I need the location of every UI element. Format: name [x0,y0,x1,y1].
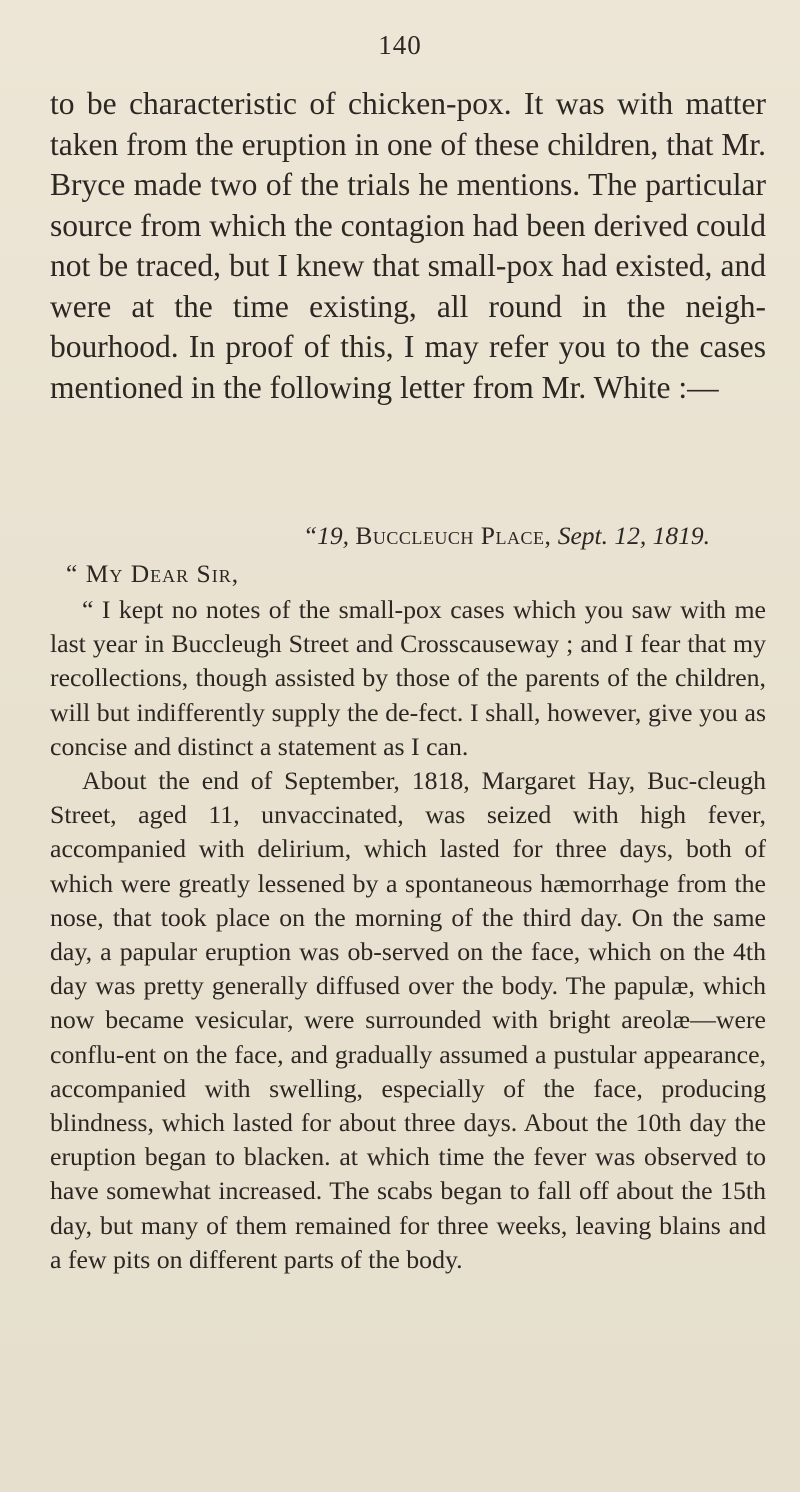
letter-body [50,593,766,1277]
dateline-place: Buccleuch Place, [355,521,552,550]
letter-salutation: “ My Dear Sir, [66,559,240,588]
body-paragraph: to be characteristic of chicken-pox. It was with matter taken from the eruption in one of these children, that Mr. Bryce made two of the trials he mentions. The particular source from which the contagion had been derived could not be traced, but I knew that small-pox had existed, and were at the time existing, all round in the neigh-bourhood. In proof of this, I may refer you to the cases mentioned in the following letter from Mr. White :— [50,86,766,405]
letter-paragraph-1: “ I kept no notes of the small-pox cases which you saw with me last year in Buccleugh Street and Crosscauseway ; and I fear that my recollections, though assisted by those of the parents of the children, will but indifferently supply the de-fect. I shall, however, give you as concise and distinct a statement as I can. [50,595,766,761]
letter-paragraph-2: About the end of September, 1818, Margaret Hay, Buc-cleugh Street, aged 11, unvaccinated, was seized with high fever, accompanied with delirium, which lasted for three days, both of which were greatly lessened by a spontaneous hæmorrhage from the nose, that took place on the morning of the third day. On the same day, a papular eruption was ob-served on the face, which on the 4th day was pretty generally diffused over the body. The papulæ, which now became vesicular, were surrounded with bright areolæ—were conflu-ent on the face, and gradually assumed a pustular appearance, accompanied with swelling, especially of the face, producing blindness, which lasted for about three days. About the 10th day the eruption began to blacken. at which time the fever was observed to have somewhat increased. The scabs began to fall off about the 15th day, but many of them remained for three weeks, leaving blains and a few pits on different parts of the body. [50,766,766,1274]
dateline-date: Sept. 12, 1819. [557,521,710,550]
dateline-number: “19, [302,521,350,550]
page-number: 140 [378,30,422,60]
letter-dateline [0,521,800,551]
